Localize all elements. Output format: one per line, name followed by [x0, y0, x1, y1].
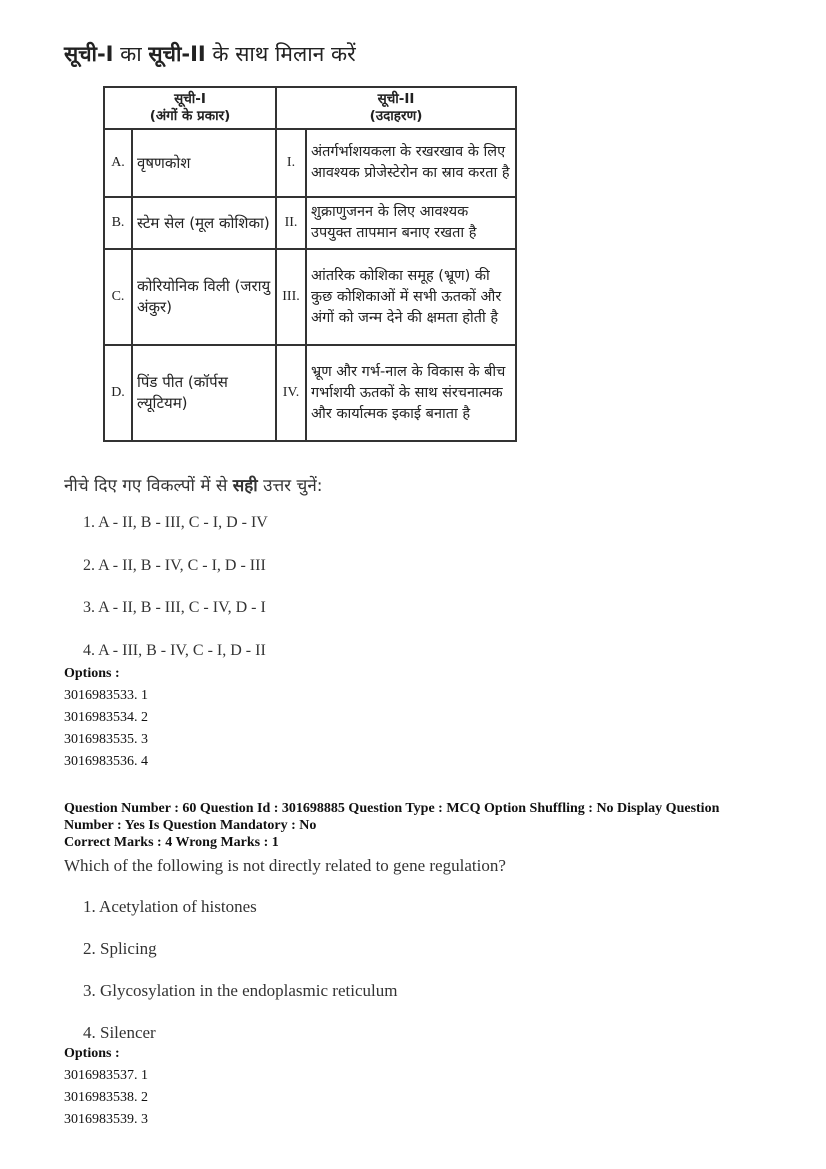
heading-instruction: के साथ मिलान करें [205, 42, 356, 66]
option-id: 3016983538. 2 [64, 1090, 148, 1105]
options-label: Options : [64, 666, 120, 681]
option-id: 3016983539. 3 [64, 1112, 148, 1127]
option-id: 3016983534. 2 [64, 710, 148, 725]
row-label: A. [104, 129, 132, 197]
list-1-label: सूची-I [64, 42, 114, 66]
row-roman: II. [276, 197, 306, 249]
question-meta [64, 800, 764, 851]
answer-choice: 2. A - II, B - IV, C - I, D - III [83, 557, 266, 574]
options-label: Options : [64, 1046, 120, 1061]
row-item: पिंड पीत (कॉर्पस ल्यूटियम) [132, 345, 276, 441]
answer-choice: 1. Acetylation of histones [83, 897, 257, 916]
option-id: 3016983536. 4 [64, 754, 148, 769]
list-2-subtitle: (उदाहरण) [369, 108, 423, 124]
row-item: वृषणकोश [132, 129, 276, 197]
row-desc: शुक्राणुजनन के लिए आवश्यक उपयुक्त तापमान बनाए रखता है [306, 197, 516, 249]
question-meta-line: Number : Yes Is Question Mandatory : No [64, 818, 317, 833]
list-1-title: सूची-I [174, 91, 206, 107]
row-item: कोरियोनिक विली (जरायु अंकुर) [132, 249, 276, 345]
choose-text: नीचे दिए गए विकल्पों में से [64, 476, 233, 496]
table-header-row [104, 87, 516, 129]
list-2-title: सूची-II [377, 91, 415, 107]
match-table [103, 86, 517, 442]
answer-choice: 4. A - III, B - IV, C - I, D - II [83, 642, 266, 659]
answer-choice: 3. A - II, B - III, C - IV, D - I [83, 599, 266, 616]
option-id: 3016983537. 1 [64, 1068, 148, 1083]
row-item: स्टेम सेल (मूल कोशिका) [132, 197, 276, 249]
answer-choice: 1. A - II, B - III, C - I, D - IV [83, 514, 268, 531]
answer-choice: 4. Silencer [83, 1023, 156, 1042]
row-roman: III. [276, 249, 306, 345]
option-id: 3016983533. 1 [64, 688, 148, 703]
question-marks: Correct Marks : 4 Wrong Marks : 1 [64, 835, 279, 850]
choose-text-end: उत्तर चुनें: [257, 476, 323, 496]
answer-choice: 3. Glycosylation in the endoplasmic reticulum [83, 981, 398, 1000]
row-roman: I. [276, 129, 306, 197]
heading-connector: का [113, 42, 149, 66]
row-desc: अंतर्गर्भाशयकला के रखरखाव के लिए आवश्यक प्रोजेस्टेरोन का स्राव करता है [306, 129, 516, 197]
question-meta-line: Question Number : 60 Question Id : 301698885 Question Type : MCQ Option Shuffling : No Display Question [64, 801, 720, 816]
row-desc: आंतरिक कोशिका समूह (भ्रूण) की कुछ कोशिकाओं में सभी ऊतकों और अंगों को जन्म देने की क्षमता होती है [306, 249, 516, 345]
row-label: C. [104, 249, 132, 345]
row-label: D. [104, 345, 132, 441]
choose-instruction [64, 473, 323, 496]
list-1-subtitle: (अंगों के प्रकार) [149, 108, 231, 124]
row-roman: IV. [276, 345, 306, 441]
answer-choice: 2. Splicing [83, 939, 157, 958]
table-row [104, 345, 516, 441]
row-label: B. [104, 197, 132, 249]
table-row [104, 129, 516, 197]
choose-bold: सही [232, 476, 258, 496]
table-row [104, 197, 516, 249]
option-id: 3016983535. 3 [64, 732, 148, 747]
question-text: Which of the following is not directly related to gene regulation? [64, 856, 506, 875]
match-heading [64, 40, 356, 68]
list-2-label: सूची-II [148, 42, 206, 66]
row-desc: भ्रूण और गर्भ-नाल के विकास के बीच गर्भाशयी ऊतकों के साथ संरचनात्मक और कार्यात्मक इकाई बनाता है [306, 345, 516, 441]
list-1-header [104, 87, 276, 129]
list-2-header [276, 87, 516, 129]
table-row [104, 249, 516, 345]
